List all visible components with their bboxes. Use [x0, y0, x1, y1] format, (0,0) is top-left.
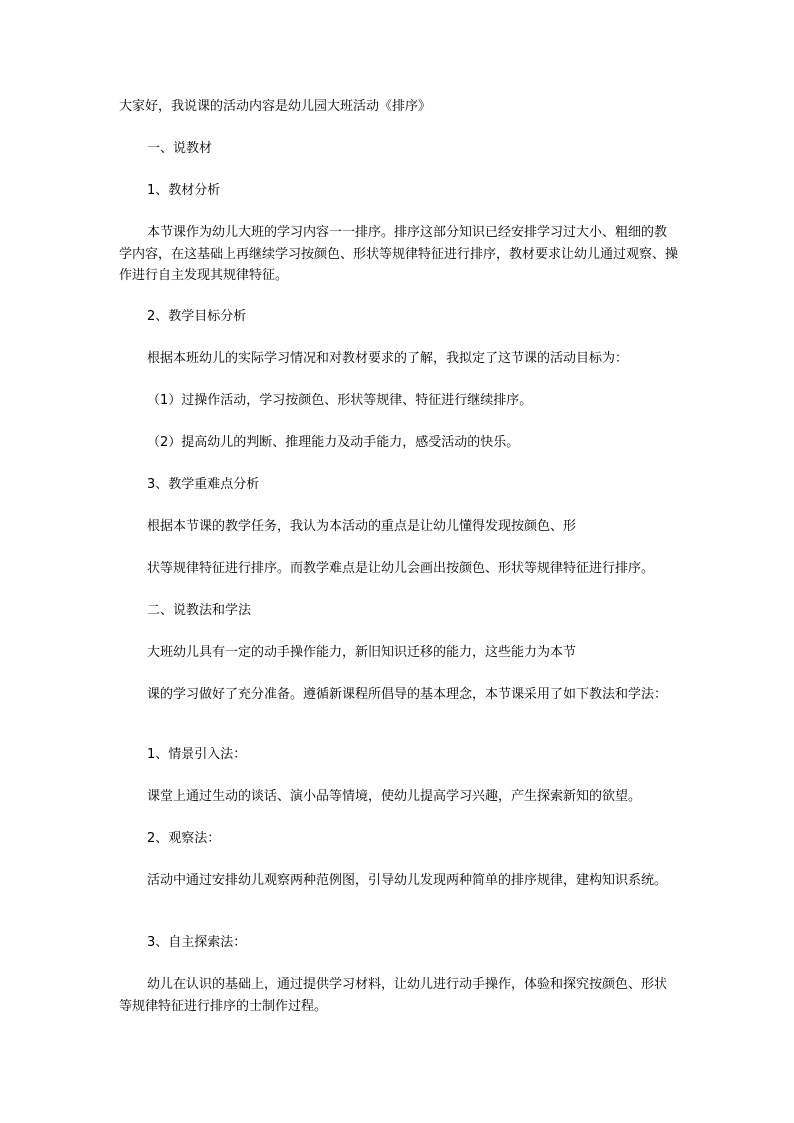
- paragraph-scenario-method: 课堂上通过生动的谈话、演小品等情境，使幼儿提高学习兴趣，产生探索新知的欲望。: [147, 789, 642, 804]
- subheading-exploration-method: 3、自主探索法：: [147, 935, 247, 950]
- paragraph-teaching-goals: 根据本班幼儿的实际学习情况和对教材要求的了解，我拟定了这节课的活动目标为：: [147, 351, 629, 366]
- paragraph-key-points-a: 根据本节课的教学任务，我认为本活动的重点是让幼儿懂得发现按颜色、形: [147, 519, 577, 534]
- section-heading-methods: 二、说教法和学法: [147, 603, 252, 618]
- paragraph-methods-b: 课的学习做好了充分准备。遵循新课程所倡导的基本理念，本节课采用了如下教法和学法：: [147, 687, 668, 702]
- goal-item-1: （1）过操作活动，学习按颜色、形状等规律、特征进行继续排序。: [147, 393, 533, 408]
- goal-item-2: （2）提高幼儿的判断、推理能力及动手能力，感受活动的快乐。: [147, 435, 520, 450]
- subheading-scenario-method: 1、情景引入法：: [147, 747, 247, 762]
- subheading-teaching-goals: 2、教学目标分析: [147, 309, 247, 324]
- intro-paragraph: 大家好，我说课的活动内容是幼儿园大班活动《排序》: [119, 99, 432, 114]
- paragraph-textbook-analysis: 本节课作为幼儿大班的学习内容一一排序。排序这部分知识已经安排学习过大小、粗细的教学内容，在这基础上再继续学习按颜色、形状等规律特征进行排序，教材要求让幼儿通过观察、操作进行自主发现其规律特征。: [119, 225, 679, 283]
- subheading-observation-method: 2、观察法：: [147, 831, 221, 846]
- subheading-textbook-analysis: 1、教材分析: [147, 183, 221, 198]
- subheading-key-points: 3、教学重难点分析: [147, 477, 260, 492]
- paragraph-key-points-b: 状等规律特征进行排序。而教学难点是让幼儿会画出按颜色、形状等规律特征进行排序。: [147, 561, 655, 576]
- paragraph-observation-method: 活动中通过安排幼儿观察两种范例图，引导幼儿发现两种简单的排序规律，建构知识系统。: [147, 873, 668, 888]
- paragraph-methods-a: 大班幼儿具有一定的动手操作能力，新旧知识迁移的能力，这些能力为本节: [147, 645, 577, 660]
- section-heading-textbook: 一、说教材: [147, 141, 213, 156]
- paragraph-exploration-method: 幼儿在认识的基础上，通过提供学习材料，让幼儿进行动手操作，体验和探究按颜色、形状等规律特征进行排序的士制作过程。: [119, 977, 668, 1014]
